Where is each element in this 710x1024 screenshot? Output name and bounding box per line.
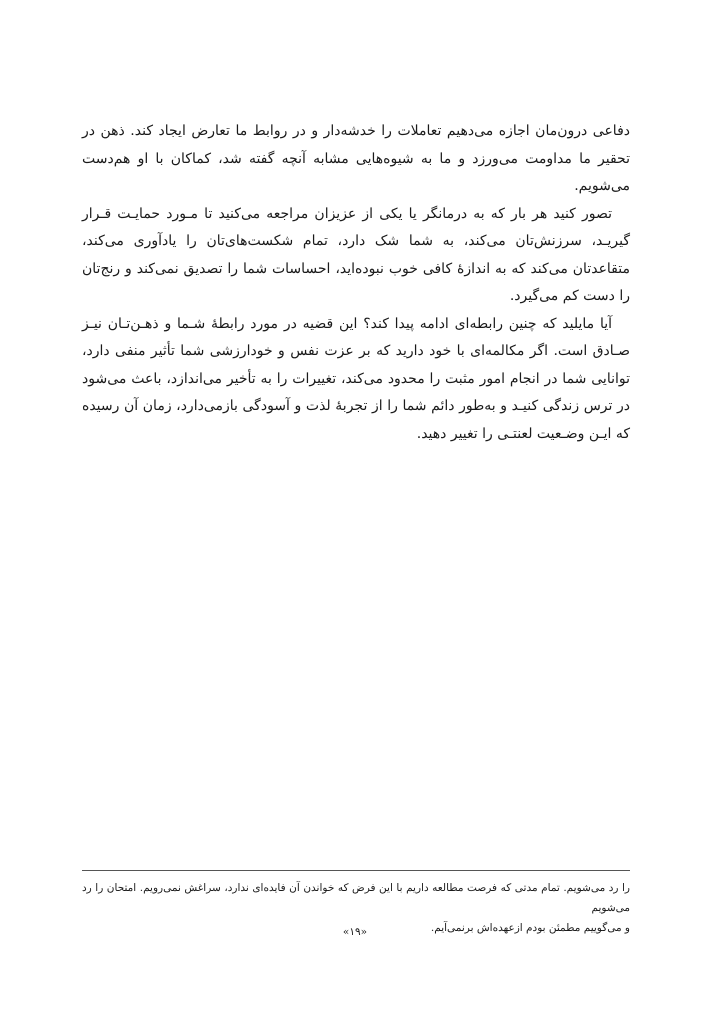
paragraph-1: دفاعی درون‌مان اجازه می‌دهیم تعاملات را خدشه‌دار و در روابط ما تعارض ایجاد کند. ذهن در تحقیر ما مداومت می‌ورزد و ما به شیوه‌هایی مشابه آنچه گفته شد، کماکان با او هم‌دست می‌شویم. [82, 123, 630, 194]
paragraph-3: آیا مایلید که چنین رابطه‌ای ادامه پیدا کند؟ این قضیه در مورد رابطهٔ شـما و ذهـن‌تـان نیـز صـادق است. اگر مکالمه‌ای با خود دارید که بر عزت نفس و خودارزشی شما تأثیر منفی دارد، توانایی شما در انجام امور مثبت را محدود می‌کند، تغییرات را به تأخیر می‌اندازد، باعث می‌شود در ترس زندگی کنیـد و به‌طور دائم شما را از تجربهٔ لذت و آسودگی بازمی‌دارد، زمان آن رسیده که ایـن وضـعیت لعنتـی را تغییر دهید. [82, 315, 630, 442]
footnote-line-1: را رد می‌شویم. تمام مدتی که فرصت مطالعه داریم با این فرض که خواندن آن فایده‌ای ندارد، سراغش نمی‌رویم. امتحان را رد می‌شویم [82, 882, 630, 914]
paragraph-2: تصور کنید هر بار که به درمانگر یا یکی از عزیزان مراجعه می‌کنید تا مـورد حمایـت قـرار گیریـد، سرزنش‌تان می‌کند، به شما شک دارد، تمام شکست‌های‌تان را یادآوری می‌کند، متقاعدتان می‌کند که به اندازهٔ کافی خوب نبوده‌اید، احساسات شما را تصدیق نمی‌کند و رنج‌تان را دست کم می‌گیرد. [82, 205, 630, 304]
page-number: «۱۹» [342, 926, 368, 938]
footnote-line-2: و می‌گوییم مطمئن بودم ازعهده‌اش برنمی‌آیم. [430, 922, 630, 934]
footnote-divider [82, 870, 630, 871]
main-text [82, 118, 630, 448]
